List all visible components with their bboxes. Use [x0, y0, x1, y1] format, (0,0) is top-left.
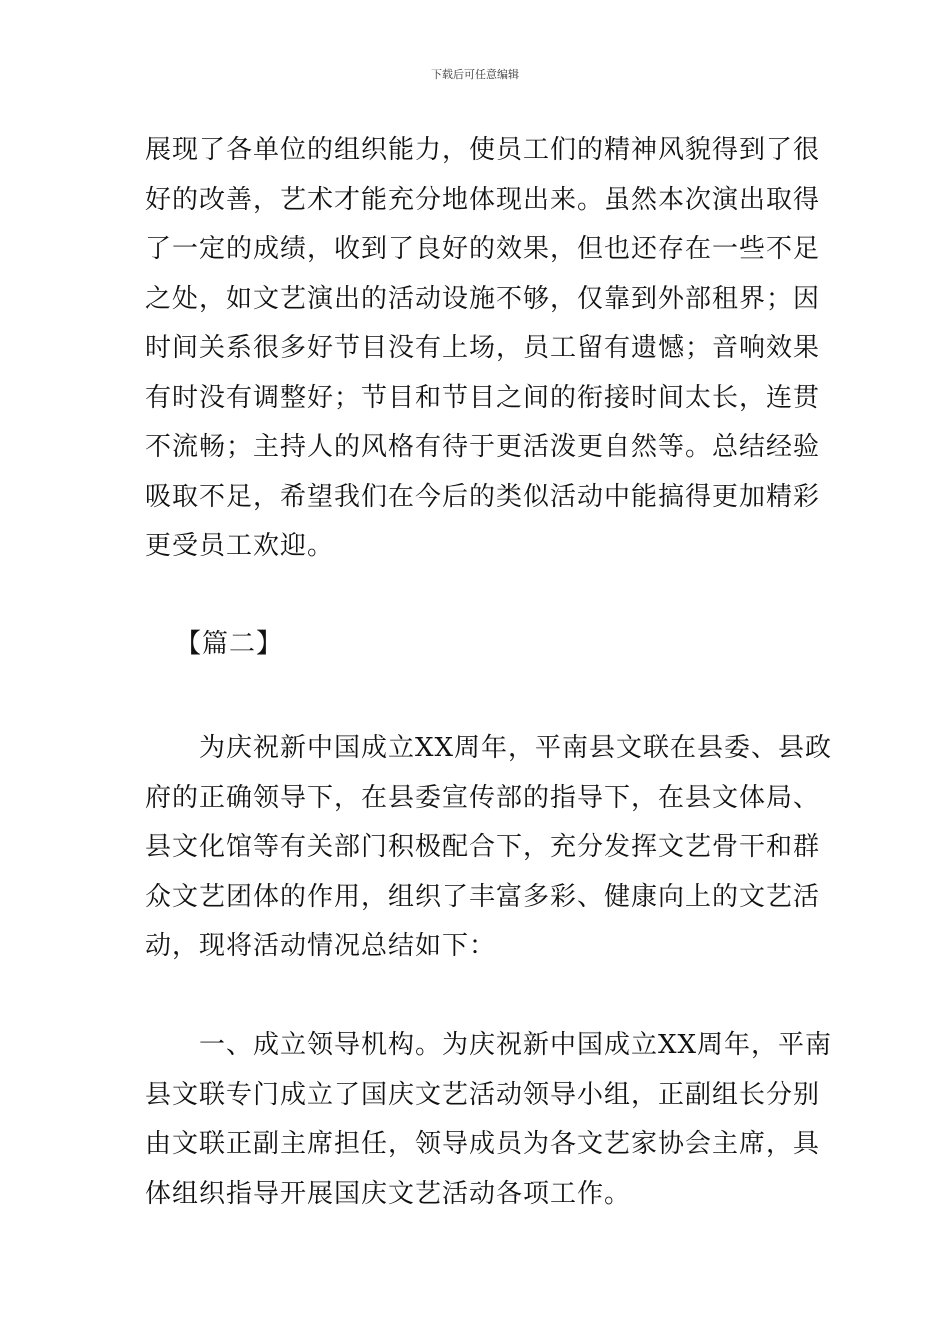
page-header: 下载后可任意编辑: [431, 68, 519, 81]
paragraph-2: [145, 724, 833, 972]
paragraph-line: 体组织指导开展国庆文艺活动各项工作。: [145, 1178, 632, 1209]
paragraph-line: 更受员工欢迎。: [145, 531, 335, 561]
paragraph-line: 时间关系很多好节目没有上场，员工留有遗憾；音响效果: [145, 333, 821, 363]
paragraph-line: 一、成立领导机构。为庆祝新中国成立XX周年，平南: [199, 1030, 833, 1060]
paragraph-line: 为庆祝新中国成立XX周年，平南县文联在县委、县政: [199, 733, 833, 763]
paragraph-3: [145, 1021, 833, 1219]
section-title: 【篇二】: [175, 629, 284, 659]
paragraph-line: 了一定的成绩，收到了良好的效果，但也还存在一些不足: [145, 234, 821, 264]
paragraph-line: 吸取不足，希望我们在今后的类似活动中能搞得更加精彩: [145, 481, 821, 512]
paragraph-1: [145, 126, 821, 572]
paragraph-line: 由文联正副主席担任，领导成员为各文艺家协会主席，具: [145, 1129, 821, 1159]
paragraph-line: 有时没有调整好；节目和节目之间的衔接时间太长，连贯: [145, 382, 821, 413]
paragraph-line: 动，现将活动情况总结如下：: [145, 931, 497, 961]
paragraph-line: 府的正确领导下，在县委宣传部的指导下，在县文体局、: [145, 782, 821, 813]
paragraph-line: 之处，如文艺演出的活动设施不够，仅靠到外部租界；因: [145, 283, 821, 314]
paragraph-line: 众文艺团体的作用，组织了丰富多彩、健康向上的文艺活: [145, 881, 821, 912]
paragraph-line: 展现了各单位的组织能力，使员工们的精神风貌得到了很: [145, 135, 821, 165]
paragraph-line: 县文化馆等有关部门积极配合下，充分发挥文艺骨干和群: [145, 832, 821, 862]
paragraph-line: 县文联专门成立了国庆文艺活动领导小组，正副组长分别: [145, 1079, 821, 1110]
paragraph-line: 好的改善，艺术才能充分地体现出来。虽然本次演出取得: [145, 184, 821, 215]
paragraph-line: 不流畅；主持人的风格有待于更活泼更自然等。总结经验: [145, 432, 821, 462]
